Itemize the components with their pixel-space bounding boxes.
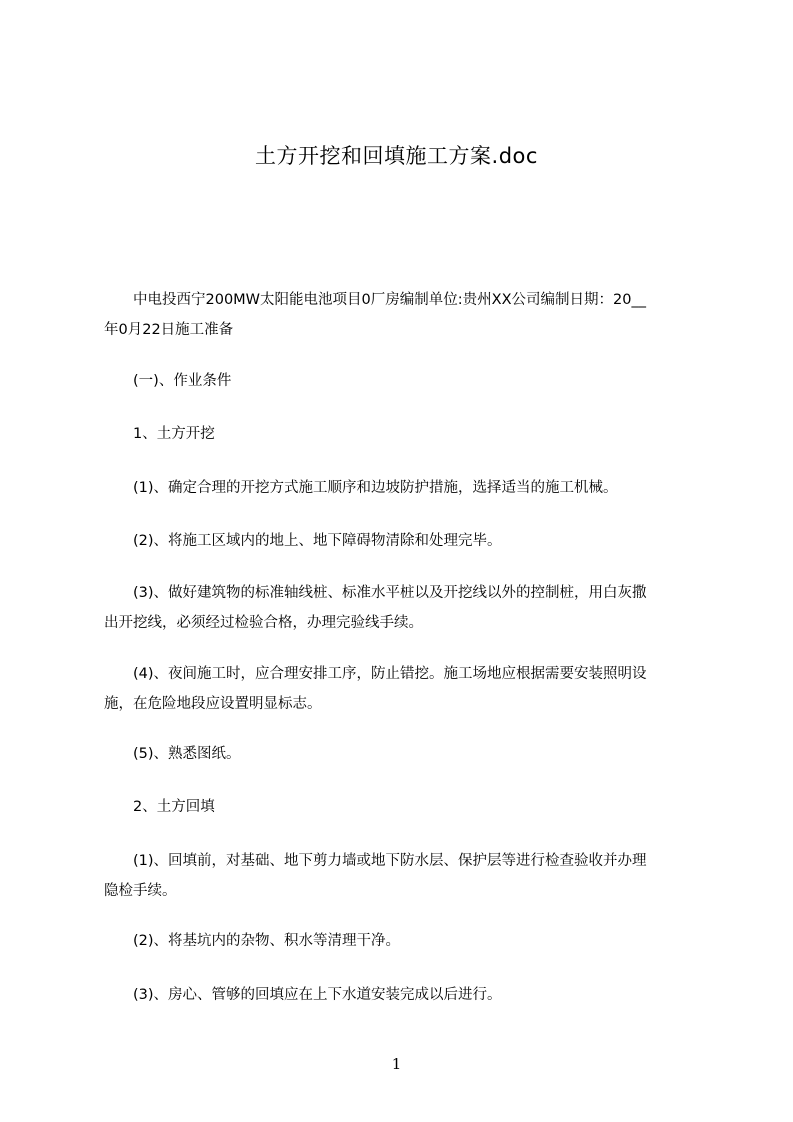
paragraph-backfill-3: (3)、房心、管够的回填应在上下水道安装完成以后进行。 [104, 987, 502, 1003]
paragraph-line: 中电投西宁200MW太阳能电池项目0厂房编制单位:贵州XX公司编制日期：20__ [104, 292, 646, 308]
page-number: 1 [391, 1055, 402, 1073]
paragraph-line: 隐检手续。 [104, 883, 177, 899]
paragraph-excavation-1: (1)、确定合理的开挖方式施工顺序和边坡防护措施，选择适当的施工机械。 [104, 480, 618, 496]
paragraph-line: 年0月22日施工准备 [104, 322, 234, 338]
paragraph-line: 出开挖线，必须经过检验合格，办理完验线手续。 [104, 615, 423, 631]
heading-backfill: 2、土方回填 [104, 799, 215, 815]
paragraph-excavation-4 [104, 659, 708, 719]
paragraph-backfill-2: (2)、将基坑内的杂物、积水等清理干净。 [104, 933, 401, 949]
paragraph-line: (3)、做好建筑物的标准轴线桩、标准水平桩以及开挖线以外的控制桩，用白灰撒 [104, 585, 647, 601]
heading-work-conditions: (一)、作业条件 [104, 373, 232, 389]
paragraph-intro [104, 285, 708, 345]
paragraph-excavation-5: (5)、熟悉图纸。 [104, 746, 241, 762]
paragraph-excavation-3 [104, 578, 708, 638]
paragraph-backfill-1 [104, 846, 708, 906]
paragraph-line: (4)、夜间施工时，应合理安排工序，防止错挖。施工场地应根据需要安装照明设 [104, 666, 647, 682]
heading-excavation: 1、土方开挖 [104, 426, 215, 442]
paragraph-line: 施，在危险地段应设置明显标志。 [104, 696, 322, 712]
document-title: 土方开挖和回填施工方案.doc [255, 144, 538, 168]
paragraph-line: (1)、回填前，对基础、地下剪力墙或地下防水层、保护层等进行检查验收并办理 [104, 853, 647, 869]
paragraph-excavation-2: (2)、将施工区域内的地上、地下障碍物清除和处理完毕。 [104, 533, 502, 549]
